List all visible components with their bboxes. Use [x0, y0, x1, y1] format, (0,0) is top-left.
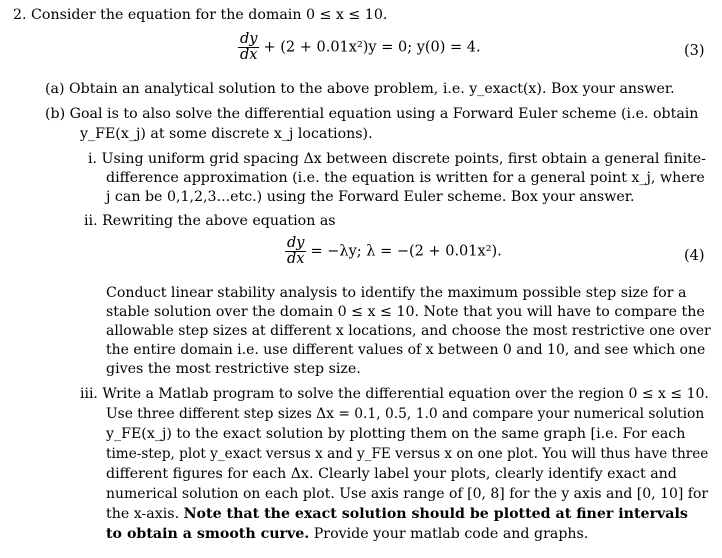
stability-paragraph-line-3: allowable step sizes at different x locations, and choose the most restrictive one over — [106, 323, 711, 339]
subpart-iii-line-7-plain: the x-axis. — [106, 506, 184, 522]
subpart-iii-line-3: y_FE(x_j) to the exact solution by plotting them on the same graph [i.e. For each — [106, 426, 686, 442]
stability-paragraph-line-5: gives the most restrictive step size. — [106, 361, 361, 377]
subpart-i-line-2: difference approximation (i.e. the equation is written for a general point x_j, where — [106, 170, 705, 186]
eq3-derivative — [238, 32, 259, 63]
subpart-i-line-3: j can be 0,1,2,3...etc.) using the Forward Euler scheme. Box your answer. — [106, 189, 635, 205]
equation-4-number: (4) — [684, 248, 705, 264]
subpart-iii-line-1: iii. Write a Matlab program to solve the differential equation over the region 0 ≤ x ≤ 10. — [80, 386, 709, 402]
subpart-iii-line-8-bold: to obtain a smooth curve. — [106, 526, 310, 542]
equation-3-number: (3) — [684, 43, 705, 59]
eq4-numerator: dy — [287, 235, 305, 251]
subpart-iii-line-2: Use three different step sizes Δx = 0.1, 0.5, 1.0 and compare your numerical solution — [106, 406, 705, 422]
subpart-iii-line-7-bold: Note that the exact solution should be plotted at finer intervals — [183, 506, 688, 522]
eq4-body: = −λy; λ = −(2 + 0.01x²). — [310, 243, 502, 260]
part-b-line-2: y_FE(x_j) at some discrete x_j locations). — [80, 126, 373, 142]
equation-3 — [238, 32, 481, 63]
stability-paragraph-line-1: Conduct linear stability analysis to identify the maximum possible step size for a — [106, 285, 687, 301]
subpart-iii-line-5: different figures for each Δx. Clearly label your plots, clearly identify exact and — [106, 466, 677, 482]
eq3-numerator: dy — [240, 31, 258, 47]
subpart-iii-line-6: numerical solution on each plot. Use axis range of [0, 8] for the y axis and [0, 10] for — [106, 486, 709, 502]
subpart-ii-line-1: ii. Rewriting the above equation as — [84, 213, 336, 229]
subpart-i-line-1: i. Using uniform grid spacing Δx between discrete points, first obtain a general finite- — [88, 151, 706, 167]
stability-paragraph-line-4: the entire domain i.e. use different values of x between 0 and 10, and see which one — [106, 342, 706, 358]
eq4-derivative — [285, 236, 306, 267]
equation-4 — [285, 236, 502, 267]
subpart-iii-line-4: time-step, plot y_exact versus x and y_FE versus x on one plot. You will thus have three — [106, 446, 709, 462]
subpart-iii-line-8 — [106, 525, 588, 543]
subpart-iii-line-8-plain: Provide your matlab code and graphs. — [309, 526, 589, 542]
subpart-iii-line-7 — [106, 505, 688, 523]
question-intro: 2. Consider the equation for the domain 0 ≤ x ≤ 10. — [13, 7, 388, 23]
part-b-line-1: (b) Goal is to also solve the differential equation using a Forward Euler scheme (i.e. obtain — [45, 106, 699, 122]
stability-paragraph-line-2: stable solution over the domain 0 ≤ x ≤ 10. Note that you will have to compare the — [106, 304, 705, 320]
eq3-body: + (2 + 0.01x²)y = 0; y(0) = 4. — [263, 39, 481, 56]
eq3-denominator: dx — [240, 47, 258, 63]
part-a: (a) Obtain an analytical solution to the above problem, i.e. y_exact(x). Box your answer. — [45, 81, 675, 97]
eq4-denominator: dx — [287, 251, 305, 267]
